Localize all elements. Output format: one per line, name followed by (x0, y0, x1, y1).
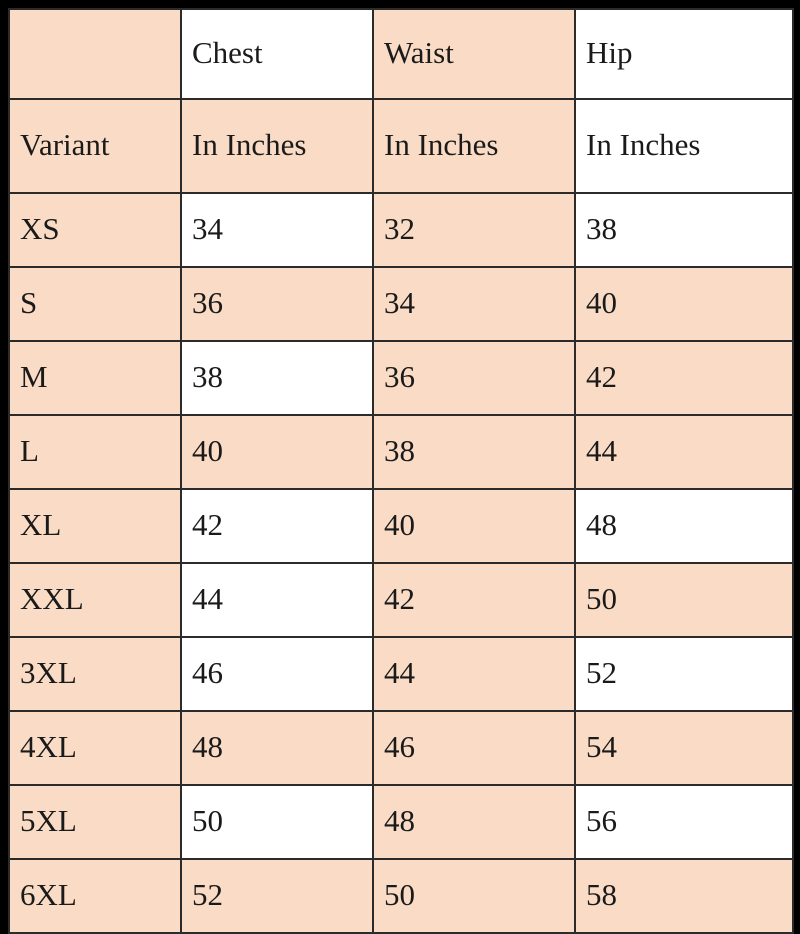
header-cell-blank (9, 9, 181, 99)
table-row (9, 267, 793, 341)
cell-waist: 42 (373, 563, 575, 637)
cell-chest: 52 (181, 859, 373, 933)
header-cell-variant: Variant (9, 99, 181, 193)
cell-variant: 6XL (9, 859, 181, 933)
table-row (9, 563, 793, 637)
cell-chest: 50 (181, 785, 373, 859)
cell-waist: 36 (373, 341, 575, 415)
cell-hip: 40 (575, 267, 793, 341)
cell-waist: 38 (373, 415, 575, 489)
cell-waist: 50 (373, 859, 575, 933)
table-row (9, 637, 793, 711)
cell-chest: 40 (181, 415, 373, 489)
table-row (9, 859, 793, 933)
cell-variant: S (9, 267, 181, 341)
table-row (9, 785, 793, 859)
table-row (9, 193, 793, 267)
cell-hip: 48 (575, 489, 793, 563)
table-header-row-measurements (9, 9, 793, 99)
cell-chest: 36 (181, 267, 373, 341)
cell-variant: M (9, 341, 181, 415)
cell-variant: 5XL (9, 785, 181, 859)
cell-hip: 42 (575, 341, 793, 415)
cell-waist: 48 (373, 785, 575, 859)
header-cell-hip: Hip (575, 9, 793, 99)
cell-chest: 46 (181, 637, 373, 711)
cell-chest: 48 (181, 711, 373, 785)
table-row (9, 341, 793, 415)
cell-variant: XXL (9, 563, 181, 637)
header-cell-hip-units: In Inches (575, 99, 793, 193)
size-chart-table (8, 8, 794, 934)
cell-waist: 32 (373, 193, 575, 267)
cell-hip: 56 (575, 785, 793, 859)
table-row (9, 711, 793, 785)
cell-waist: 44 (373, 637, 575, 711)
cell-chest: 34 (181, 193, 373, 267)
cell-waist: 34 (373, 267, 575, 341)
header-cell-waist-units: In Inches (373, 99, 575, 193)
table-header-row-units (9, 99, 793, 193)
cell-variant: XS (9, 193, 181, 267)
cell-hip: 54 (575, 711, 793, 785)
cell-variant: 4XL (9, 711, 181, 785)
header-cell-chest: Chest (181, 9, 373, 99)
cell-hip: 58 (575, 859, 793, 933)
cell-waist: 40 (373, 489, 575, 563)
cell-hip: 52 (575, 637, 793, 711)
header-cell-waist: Waist (373, 9, 575, 99)
cell-variant: XL (9, 489, 181, 563)
table-row (9, 415, 793, 489)
cell-hip: 38 (575, 193, 793, 267)
cell-hip: 50 (575, 563, 793, 637)
size-chart-container (8, 8, 792, 912)
cell-hip: 44 (575, 415, 793, 489)
cell-chest: 44 (181, 563, 373, 637)
header-cell-chest-units: In Inches (181, 99, 373, 193)
cell-chest: 42 (181, 489, 373, 563)
cell-chest: 38 (181, 341, 373, 415)
table-row (9, 489, 793, 563)
cell-variant: L (9, 415, 181, 489)
cell-waist: 46 (373, 711, 575, 785)
cell-variant: 3XL (9, 637, 181, 711)
